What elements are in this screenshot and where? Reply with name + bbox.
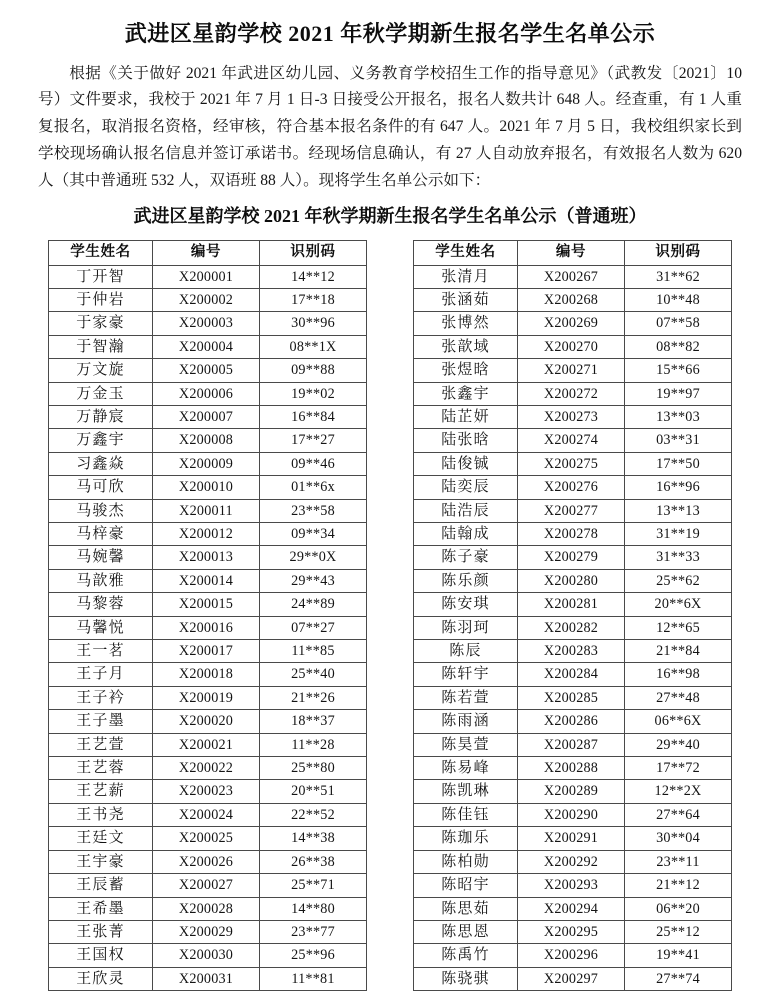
cell-student-id: X200281 xyxy=(518,593,625,616)
cell-student-name: 王欣灵 xyxy=(49,967,153,990)
cell-student-name: 陆奕辰 xyxy=(414,476,518,499)
table-row xyxy=(414,429,732,452)
table-row xyxy=(49,476,367,499)
cell-student-name: 张清月 xyxy=(414,265,518,288)
cell-student-name: 陆翰成 xyxy=(414,523,518,546)
cell-student-id: X200009 xyxy=(153,452,260,475)
table-row xyxy=(414,265,732,288)
cell-student-id: X200294 xyxy=(518,897,625,920)
table-row xyxy=(414,827,732,850)
table-row xyxy=(414,405,732,428)
roster-table-right xyxy=(413,240,732,991)
cell-identity-code: 23**11 xyxy=(625,850,732,873)
table-row xyxy=(49,640,367,663)
cell-identity-code: 19**02 xyxy=(260,382,367,405)
column-header-id: 编号 xyxy=(518,241,625,266)
cell-student-id: X200275 xyxy=(518,452,625,475)
cell-student-name: 马可欣 xyxy=(49,476,153,499)
cell-student-id: X200010 xyxy=(153,476,260,499)
cell-identity-code: 07**27 xyxy=(260,616,367,639)
cell-identity-code: 27**48 xyxy=(625,686,732,709)
cell-student-name: 王艺萱 xyxy=(49,733,153,756)
cell-identity-code: 31**19 xyxy=(625,523,732,546)
cell-student-name: 陈安琪 xyxy=(414,593,518,616)
table-body-right xyxy=(414,265,732,991)
cell-identity-code: 18**37 xyxy=(260,710,367,733)
table-row xyxy=(49,429,367,452)
cell-student-name: 陈子豪 xyxy=(414,546,518,569)
table-row xyxy=(414,382,732,405)
cell-student-id: X200297 xyxy=(518,967,625,990)
cell-student-name: 习鑫焱 xyxy=(49,452,153,475)
cell-identity-code: 06**6X xyxy=(625,710,732,733)
table-row xyxy=(49,499,367,522)
cell-student-id: X200022 xyxy=(153,757,260,780)
cell-identity-code: 09**34 xyxy=(260,523,367,546)
cell-student-name: 王国权 xyxy=(49,944,153,967)
cell-student-name: 陈雨涵 xyxy=(414,710,518,733)
cell-student-id: X200006 xyxy=(153,382,260,405)
cell-student-name: 张博然 xyxy=(414,312,518,335)
cell-student-name: 王辰蓄 xyxy=(49,874,153,897)
table-row xyxy=(414,897,732,920)
cell-student-id: X200015 xyxy=(153,593,260,616)
cell-identity-code: 19**41 xyxy=(625,944,732,967)
cell-student-id: X200005 xyxy=(153,359,260,382)
cell-student-id: X200269 xyxy=(518,312,625,335)
table-row xyxy=(49,967,367,990)
cell-student-name: 万金玉 xyxy=(49,382,153,405)
cell-student-name: 王子月 xyxy=(49,663,153,686)
cell-student-name: 王一茗 xyxy=(49,640,153,663)
cell-identity-code: 03**31 xyxy=(625,429,732,452)
table-row xyxy=(414,757,732,780)
table-body-left xyxy=(49,265,367,991)
cell-student-id: X200278 xyxy=(518,523,625,546)
cell-student-name: 万鑫宇 xyxy=(49,429,153,452)
cell-student-id: X200277 xyxy=(518,499,625,522)
cell-identity-code: 23**77 xyxy=(260,920,367,943)
cell-student-name: 张鑫宇 xyxy=(414,382,518,405)
cell-identity-code: 22**52 xyxy=(260,803,367,826)
cell-student-name: 马婉馨 xyxy=(49,546,153,569)
cell-student-id: X200016 xyxy=(153,616,260,639)
table-row xyxy=(49,920,367,943)
table-row xyxy=(414,288,732,311)
table-row xyxy=(414,967,732,990)
table-row xyxy=(49,663,367,686)
table-row xyxy=(49,569,367,592)
cell-identity-code: 17**27 xyxy=(260,429,367,452)
cell-student-name: 陈禹竹 xyxy=(414,944,518,967)
cell-student-name: 陆俊铖 xyxy=(414,452,518,475)
cell-identity-code: 11**28 xyxy=(260,733,367,756)
cell-student-name: 万文旋 xyxy=(49,359,153,382)
cell-student-id: X200268 xyxy=(518,288,625,311)
table-header-left xyxy=(49,241,367,266)
cell-student-id: X200024 xyxy=(153,803,260,826)
cell-student-id: X200029 xyxy=(153,920,260,943)
cell-student-name: 于家豪 xyxy=(49,312,153,335)
cell-identity-code: 27**64 xyxy=(625,803,732,826)
cell-identity-code: 09**88 xyxy=(260,359,367,382)
cell-identity-code: 11**81 xyxy=(260,967,367,990)
cell-student-id: X200284 xyxy=(518,663,625,686)
cell-identity-code: 12**65 xyxy=(625,616,732,639)
intro-paragraph: 根据《关于做好 2021 年武进区幼儿园、义务教育学校招生工作的指导意见》（武教发〔2021〕10 号）文件要求，我校于 2021 年 7 月 1 日-3 日接受公开报名，报名人数共计 648 人。经查重，有 1 人重复报名，取消报名资格，经审核，符合基本报名条件的有 647 人。2021 年 7 月 5 日，我校组织家长到学校现场确认报名信息并签订承诺书。经现场信息确认，有 27 人自动放弃报名，有效报名人数为 620 人（其中普通班 532 人，双语班 88 人）。现将学生名单公示如下： xyxy=(38,64,742,189)
cell-identity-code: 20**51 xyxy=(260,780,367,803)
cell-student-name: 于智瀚 xyxy=(49,335,153,358)
table-row xyxy=(414,593,732,616)
cell-student-name: 陈骁骐 xyxy=(414,967,518,990)
cell-identity-code: 21**26 xyxy=(260,686,367,709)
cell-student-id: X200025 xyxy=(153,827,260,850)
cell-identity-code: 24**89 xyxy=(260,593,367,616)
cell-student-id: X200021 xyxy=(153,733,260,756)
table-row xyxy=(49,359,367,382)
table-header-row xyxy=(49,241,367,266)
cell-student-id: X200279 xyxy=(518,546,625,569)
cell-student-name: 王书尧 xyxy=(49,803,153,826)
cell-student-name: 陈易峰 xyxy=(414,757,518,780)
cell-student-name: 陈昊萱 xyxy=(414,733,518,756)
roster-tables-container xyxy=(36,240,744,991)
table-row xyxy=(414,499,732,522)
table-row xyxy=(49,265,367,288)
table-header-row xyxy=(414,241,732,266)
table-row xyxy=(49,593,367,616)
cell-identity-code: 30**04 xyxy=(625,827,732,850)
table-row xyxy=(414,710,732,733)
cell-student-id: X200291 xyxy=(518,827,625,850)
cell-student-name: 马歆雅 xyxy=(49,569,153,592)
cell-student-id: X200030 xyxy=(153,944,260,967)
cell-identity-code: 21**84 xyxy=(625,640,732,663)
cell-identity-code: 25**62 xyxy=(625,569,732,592)
column-header-code: 识别码 xyxy=(625,241,732,266)
cell-student-id: X200287 xyxy=(518,733,625,756)
table-row xyxy=(414,874,732,897)
table-row xyxy=(414,640,732,663)
cell-identity-code: 01**6x xyxy=(260,476,367,499)
cell-student-id: X200280 xyxy=(518,569,625,592)
cell-student-name: 张涵茹 xyxy=(414,288,518,311)
table-row xyxy=(49,686,367,709)
cell-identity-code: 20**6X xyxy=(625,593,732,616)
table-row xyxy=(49,850,367,873)
table-row xyxy=(49,523,367,546)
table-row xyxy=(49,405,367,428)
cell-student-name: 王艺蓉 xyxy=(49,757,153,780)
cell-student-name: 陈思茹 xyxy=(414,897,518,920)
cell-student-id: X200018 xyxy=(153,663,260,686)
table-row xyxy=(49,874,367,897)
cell-student-name: 马馨悦 xyxy=(49,616,153,639)
cell-identity-code: 06**20 xyxy=(625,897,732,920)
cell-identity-code: 16**84 xyxy=(260,405,367,428)
column-header-code: 识别码 xyxy=(260,241,367,266)
table-row xyxy=(49,803,367,826)
cell-student-id: X200012 xyxy=(153,523,260,546)
cell-identity-code: 13**03 xyxy=(625,405,732,428)
table-row xyxy=(414,944,732,967)
cell-student-id: X200019 xyxy=(153,686,260,709)
cell-student-id: X200003 xyxy=(153,312,260,335)
cell-student-id: X200011 xyxy=(153,499,260,522)
cell-identity-code: 10**48 xyxy=(625,288,732,311)
cell-student-name: 陈佳钰 xyxy=(414,803,518,826)
table-row xyxy=(414,780,732,803)
cell-student-id: X200008 xyxy=(153,429,260,452)
table-row xyxy=(414,616,732,639)
table-row xyxy=(49,335,367,358)
cell-student-id: X200271 xyxy=(518,359,625,382)
cell-identity-code: 12**2X xyxy=(625,780,732,803)
cell-student-id: X200295 xyxy=(518,920,625,943)
cell-student-id: X200267 xyxy=(518,265,625,288)
table-row xyxy=(414,335,732,358)
cell-identity-code: 27**74 xyxy=(625,967,732,990)
cell-student-name: 马骏杰 xyxy=(49,499,153,522)
cell-identity-code: 16**98 xyxy=(625,663,732,686)
cell-student-name: 马黎蓉 xyxy=(49,593,153,616)
cell-student-id: X200286 xyxy=(518,710,625,733)
cell-identity-code: 19**97 xyxy=(625,382,732,405)
cell-identity-code: 21**12 xyxy=(625,874,732,897)
cell-identity-code: 08**1X xyxy=(260,335,367,358)
cell-student-name: 王艺薪 xyxy=(49,780,153,803)
cell-student-id: X200026 xyxy=(153,850,260,873)
cell-identity-code: 25**96 xyxy=(260,944,367,967)
cell-student-name: 陆张晗 xyxy=(414,429,518,452)
cell-student-id: X200027 xyxy=(153,874,260,897)
cell-student-name: 王廷文 xyxy=(49,827,153,850)
cell-student-id: X200282 xyxy=(518,616,625,639)
table-row xyxy=(49,780,367,803)
table-row xyxy=(49,288,367,311)
table-row xyxy=(49,546,367,569)
cell-student-id: X200001 xyxy=(153,265,260,288)
table-row xyxy=(49,827,367,850)
cell-student-id: X200004 xyxy=(153,335,260,358)
cell-student-id: X200290 xyxy=(518,803,625,826)
cell-student-name: 陈乐颜 xyxy=(414,569,518,592)
cell-identity-code: 16**96 xyxy=(625,476,732,499)
page-title: 武进区星韵学校 2021 年秋学期新生报名学生名单公示 xyxy=(124,21,656,46)
table-row xyxy=(414,803,732,826)
table-row xyxy=(414,312,732,335)
cell-student-id: X200274 xyxy=(518,429,625,452)
cell-student-id: X200028 xyxy=(153,897,260,920)
cell-student-name: 陈若萱 xyxy=(414,686,518,709)
cell-student-id: X200288 xyxy=(518,757,625,780)
table-row xyxy=(49,312,367,335)
cell-student-id: X200023 xyxy=(153,780,260,803)
cell-student-id: X200031 xyxy=(153,967,260,990)
cell-identity-code: 29**43 xyxy=(260,569,367,592)
cell-student-name: 陆浩辰 xyxy=(414,499,518,522)
cell-student-id: X200285 xyxy=(518,686,625,709)
table-row xyxy=(49,944,367,967)
table-row xyxy=(414,546,732,569)
section-title: 武进区星韵学校 2021 年秋学期新生报名学生名单公示（普通班） xyxy=(133,205,647,226)
cell-student-id: X200020 xyxy=(153,710,260,733)
cell-identity-code: 09**46 xyxy=(260,452,367,475)
cell-identity-code: 07**58 xyxy=(625,312,732,335)
column-header-name: 学生姓名 xyxy=(49,241,153,266)
cell-student-name: 陈柏勋 xyxy=(414,850,518,873)
cell-identity-code: 23**58 xyxy=(260,499,367,522)
cell-identity-code: 14**12 xyxy=(260,265,367,288)
cell-identity-code: 25**12 xyxy=(625,920,732,943)
table-row xyxy=(414,920,732,943)
cell-student-name: 马梓豪 xyxy=(49,523,153,546)
cell-student-id: X200002 xyxy=(153,288,260,311)
cell-student-name: 陈昭宇 xyxy=(414,874,518,897)
cell-student-id: X200283 xyxy=(518,640,625,663)
table-row xyxy=(414,733,732,756)
cell-identity-code: 25**80 xyxy=(260,757,367,780)
cell-student-id: X200292 xyxy=(518,850,625,873)
table-row xyxy=(49,733,367,756)
cell-identity-code: 31**62 xyxy=(625,265,732,288)
cell-identity-code: 29**0X xyxy=(260,546,367,569)
table-row xyxy=(49,897,367,920)
cell-identity-code: 15**66 xyxy=(625,359,732,382)
table-header-right xyxy=(414,241,732,266)
table-row xyxy=(49,452,367,475)
cell-identity-code: 17**18 xyxy=(260,288,367,311)
cell-student-id: X200296 xyxy=(518,944,625,967)
column-header-id: 编号 xyxy=(153,241,260,266)
cell-identity-code: 13**13 xyxy=(625,499,732,522)
cell-student-name: 于仲岩 xyxy=(49,288,153,311)
cell-student-name: 陈羽珂 xyxy=(414,616,518,639)
cell-student-name: 张煜晗 xyxy=(414,359,518,382)
cell-student-name: 王子衿 xyxy=(49,686,153,709)
table-row xyxy=(49,757,367,780)
cell-identity-code: 29**40 xyxy=(625,733,732,756)
cell-identity-code: 17**72 xyxy=(625,757,732,780)
cell-identity-code: 31**33 xyxy=(625,546,732,569)
table-row xyxy=(414,686,732,709)
column-header-name: 学生姓名 xyxy=(414,241,518,266)
cell-identity-code: 25**40 xyxy=(260,663,367,686)
cell-student-id: X200017 xyxy=(153,640,260,663)
cell-identity-code: 26**38 xyxy=(260,850,367,873)
cell-student-name: 张歆域 xyxy=(414,335,518,358)
cell-identity-code: 30**96 xyxy=(260,312,367,335)
table-row xyxy=(49,710,367,733)
cell-student-id: X200272 xyxy=(518,382,625,405)
cell-student-name: 王张菁 xyxy=(49,920,153,943)
table-row xyxy=(414,850,732,873)
cell-student-id: X200273 xyxy=(518,405,625,428)
table-row xyxy=(414,663,732,686)
cell-student-name: 陈辰 xyxy=(414,640,518,663)
cell-student-id: X200270 xyxy=(518,335,625,358)
table-row xyxy=(414,569,732,592)
cell-student-id: X200013 xyxy=(153,546,260,569)
cell-identity-code: 25**71 xyxy=(260,874,367,897)
table-row xyxy=(414,523,732,546)
table-row xyxy=(49,616,367,639)
cell-student-name: 王希墨 xyxy=(49,897,153,920)
cell-student-name: 陈凯琳 xyxy=(414,780,518,803)
table-row xyxy=(414,359,732,382)
table-row xyxy=(49,382,367,405)
cell-student-name: 陈珈乐 xyxy=(414,827,518,850)
cell-student-id: X200293 xyxy=(518,874,625,897)
cell-student-name: 陈思恩 xyxy=(414,920,518,943)
cell-identity-code: 08**82 xyxy=(625,335,732,358)
cell-identity-code: 14**38 xyxy=(260,827,367,850)
cell-identity-code: 17**50 xyxy=(625,452,732,475)
cell-identity-code: 14**80 xyxy=(260,897,367,920)
cell-student-id: X200289 xyxy=(518,780,625,803)
cell-student-name: 王子墨 xyxy=(49,710,153,733)
roster-table-left xyxy=(48,240,367,991)
cell-student-id: X200014 xyxy=(153,569,260,592)
cell-student-id: X200007 xyxy=(153,405,260,428)
cell-student-name: 王宇豪 xyxy=(49,850,153,873)
cell-student-name: 丁开智 xyxy=(49,265,153,288)
cell-student-name: 陆芷妍 xyxy=(414,405,518,428)
table-row xyxy=(414,476,732,499)
cell-student-id: X200276 xyxy=(518,476,625,499)
cell-student-name: 陈轩宇 xyxy=(414,663,518,686)
cell-student-name: 万静宸 xyxy=(49,405,153,428)
table-row xyxy=(414,452,732,475)
cell-identity-code: 11**85 xyxy=(260,640,367,663)
